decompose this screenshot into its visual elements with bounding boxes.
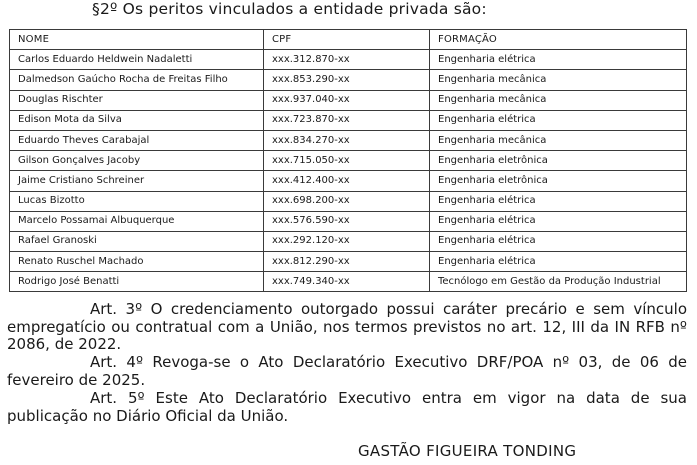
- cell-cpf: xxx.834.270-xx: [264, 130, 430, 150]
- cell-formacao: Engenharia mecânica: [430, 90, 687, 110]
- cell-nome: Dalmedson Gaúcho Rocha de Freitas Filho: [10, 70, 264, 90]
- table-row: [10, 130, 687, 150]
- header-cpf: CPF: [264, 30, 430, 50]
- cell-nome: Gilson Gonçalves Jacoby: [10, 151, 264, 171]
- table-row: [10, 151, 687, 171]
- cell-formacao: Engenharia elétrica: [430, 191, 687, 211]
- table-row: [10, 90, 687, 110]
- table-row: [10, 211, 687, 231]
- cell-cpf: xxx.715.050-xx: [264, 151, 430, 171]
- cell-nome: Rafael Granoski: [10, 231, 264, 251]
- cell-formacao: Engenharia eletrônica: [430, 171, 687, 191]
- cell-nome: Eduardo Theves Carabajal: [10, 130, 264, 150]
- table-body: [10, 50, 687, 292]
- table-row: [10, 231, 687, 251]
- cell-nome: Lucas Bizotto: [10, 191, 264, 211]
- cell-nome: Carlos Eduardo Heldwein Nadaletti: [10, 50, 264, 70]
- header-nome: NOME: [10, 30, 264, 50]
- cell-cpf: xxx.698.200-xx: [264, 191, 430, 211]
- cell-formacao: Tecnólogo em Gestão da Produção Industrial: [430, 272, 687, 292]
- cell-formacao: Engenharia elétrica: [430, 110, 687, 130]
- cell-formacao: Engenharia elétrica: [430, 211, 687, 231]
- table-row: [10, 272, 687, 292]
- cell-cpf: xxx.576.590-xx: [264, 211, 430, 231]
- cell-cpf: xxx.853.290-xx: [264, 70, 430, 90]
- table-row: [10, 70, 687, 90]
- cell-cpf: xxx.412.400-xx: [264, 171, 430, 191]
- article-3: Art. 3º O credenciamento outorgado possui caráter precário e sem vínculo empregatício ou contratual com a União, nos termos previstos no art. 12, III da IN RFB nº 2086, de 2022.: [7, 300, 687, 354]
- cell-cpf: xxx.723.870-xx: [264, 110, 430, 130]
- cell-nome: Edison Mota da Silva: [10, 110, 264, 130]
- cell-formacao: Engenharia mecânica: [430, 130, 687, 150]
- header-formacao: FORMAÇÃO: [430, 30, 687, 50]
- table-row: [10, 50, 687, 70]
- cell-cpf: xxx.749.340-xx: [264, 272, 430, 292]
- cell-formacao: Engenharia elétrica: [430, 50, 687, 70]
- table-row: [10, 191, 687, 211]
- cell-cpf: xxx.292.120-xx: [264, 231, 430, 251]
- cell-nome: Rodrigo José Benatti: [10, 272, 264, 292]
- table-header-row: [10, 30, 687, 50]
- cell-nome: Jaime Cristiano Schreiner: [10, 171, 264, 191]
- cell-formacao: Engenharia elétrica: [430, 252, 687, 272]
- cell-cpf: xxx.312.870-xx: [264, 50, 430, 70]
- cell-nome: Marcelo Possamai Albuquerque: [10, 211, 264, 231]
- cell-formacao: Engenharia eletrônica: [430, 151, 687, 171]
- cell-nome: Renato Ruschel Machado: [10, 252, 264, 272]
- table-row: [10, 252, 687, 272]
- article-4: Art. 4º Revoga-se o Ato Declaratório Executivo DRF/POA nº 03, de 06 de fevereiro de 2025.: [7, 353, 687, 389]
- peritos-table: [9, 29, 687, 292]
- section-heading: §2º Os peritos vinculados a entidade privada são:: [92, 0, 487, 18]
- cell-formacao: Engenharia elétrica: [430, 231, 687, 251]
- table-row: [10, 110, 687, 130]
- cell-nome: Douglas Rischter: [10, 90, 264, 110]
- cell-cpf: xxx.937.040-xx: [264, 90, 430, 110]
- cell-cpf: xxx.812.290-xx: [264, 252, 430, 272]
- article-5: Art. 5º Este Ato Declaratório Executivo entra em vigor na data de sua publicação no Diário Oficial da União.: [7, 389, 687, 425]
- table-row: [10, 171, 687, 191]
- signature: GASTÃO FIGUEIRA TONDING: [358, 442, 577, 460]
- cell-formacao: Engenharia mecânica: [430, 70, 687, 90]
